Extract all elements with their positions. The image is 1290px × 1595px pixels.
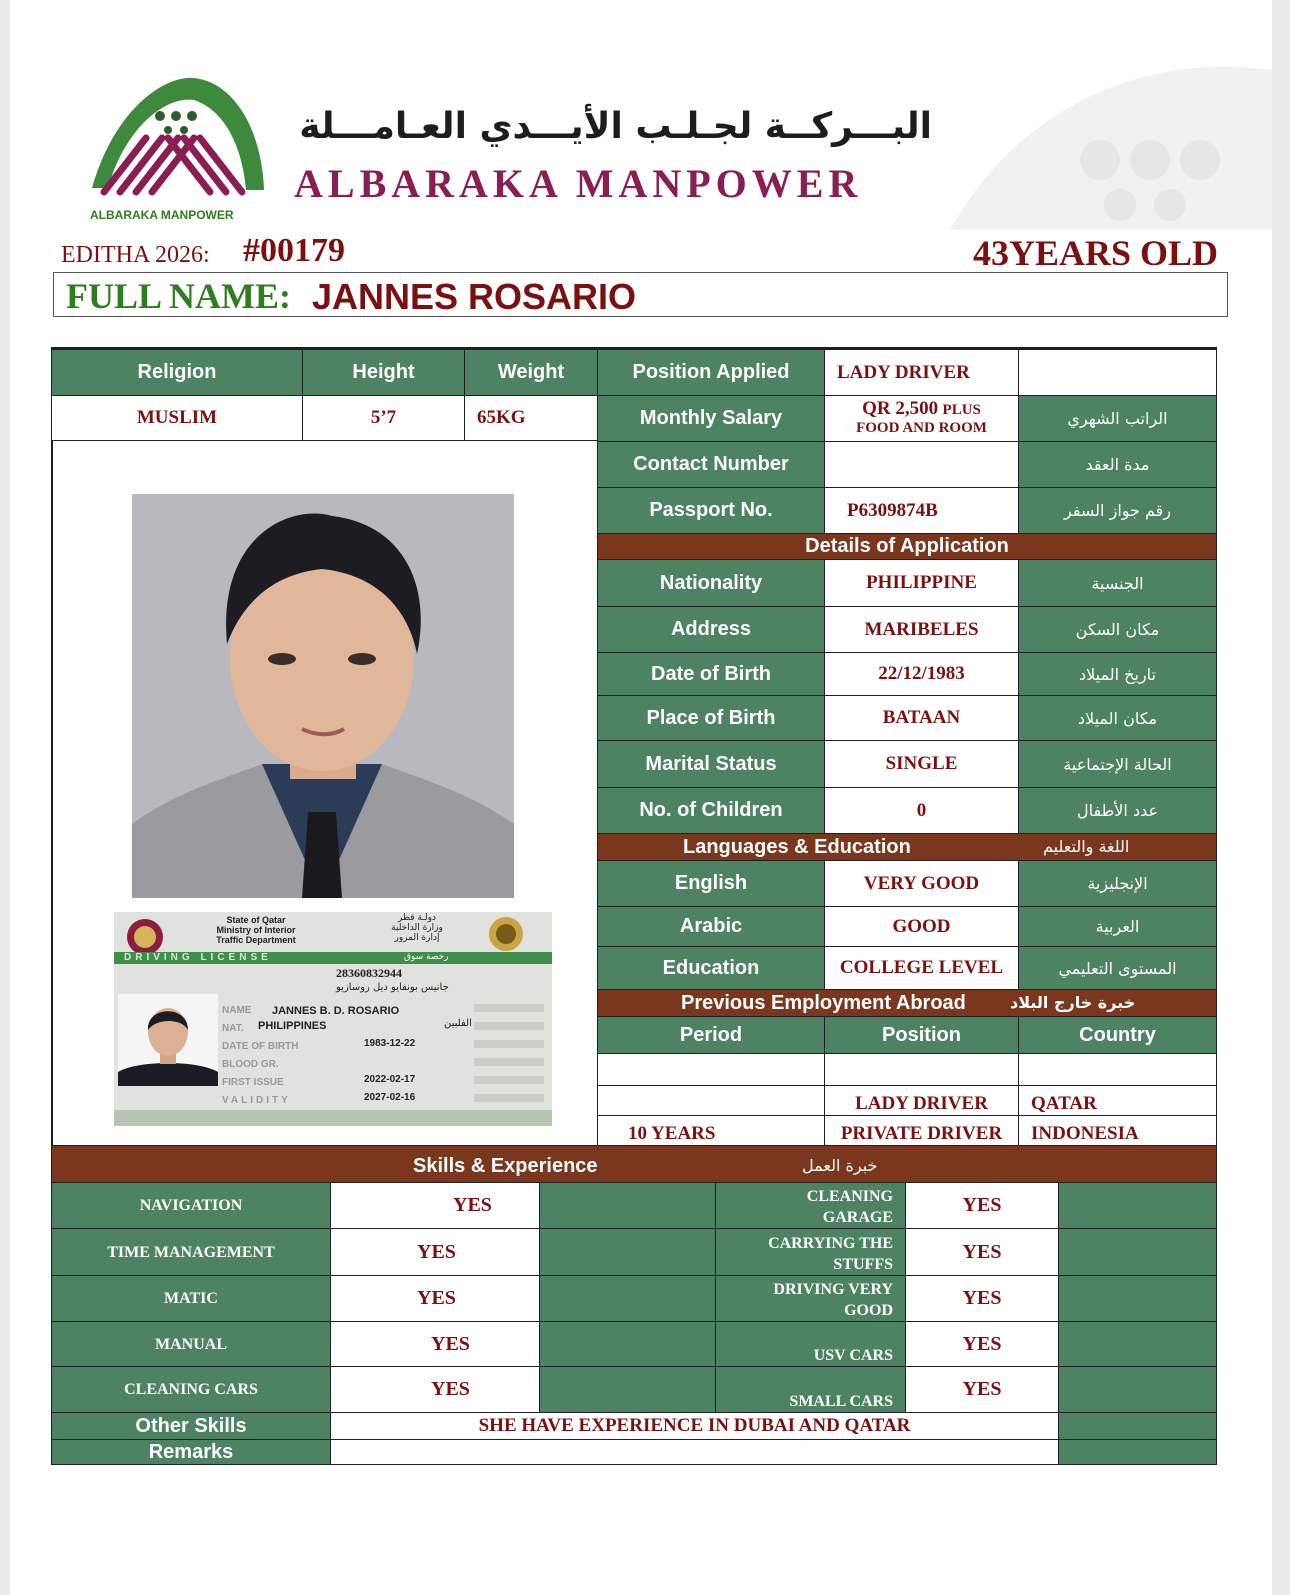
- remarks-blank: [1058, 1439, 1217, 1465]
- passport-label: Passport No.: [597, 487, 825, 534]
- license-photo: [118, 994, 218, 1086]
- passport-value: P6309874B: [824, 487, 1019, 534]
- detail-value: BATAAN: [824, 695, 1019, 741]
- weight-value: 65KG: [464, 395, 598, 441]
- skills-title-arabic: خبرة العمل: [802, 1156, 878, 1175]
- skill-blank-right: [1058, 1228, 1217, 1276]
- skill-name-right: [715, 1366, 906, 1413]
- license-ministry-arabic: وزارة الداخلية: [391, 923, 443, 933]
- skill-name-right: [715, 1275, 906, 1322]
- employment-period: 10 YEARS: [597, 1115, 825, 1146]
- skill-name-right: [715, 1228, 906, 1276]
- detail-value: 22/12/1983: [824, 652, 1019, 696]
- languages-title: Languages & Education: [683, 836, 911, 858]
- language-value: VERY GOOD: [824, 860, 1019, 907]
- applicant-portrait-icon: [132, 494, 514, 898]
- license-dob: 1983-12-22: [364, 1038, 416, 1049]
- religion-value: MUSLIM: [51, 395, 303, 441]
- detail-arabic-label: عدد الأطفال: [1018, 787, 1217, 834]
- license-state-arabic: دولـة قطر: [397, 913, 437, 923]
- passport-arabic-label: رقم جواز السفر: [1018, 487, 1217, 534]
- skill-name: MATIC: [51, 1275, 331, 1322]
- detail-arabic-label: مكان الميلاد: [1018, 695, 1217, 741]
- license-blood-label: BLOOD GR.: [222, 1059, 279, 1070]
- other-skills-value: SHE HAVE EXPERIENCE IN DUBAI AND QATAR: [330, 1412, 1059, 1440]
- skill-value-right: YES: [905, 1275, 1059, 1322]
- skill-value-right: YES: [905, 1321, 1059, 1367]
- full-name-box: [53, 272, 1228, 317]
- remarks-label: Remarks: [51, 1439, 331, 1465]
- remarks-value: [330, 1439, 1059, 1465]
- skill-blank: [539, 1182, 716, 1229]
- skill-blank: [539, 1366, 716, 1413]
- detail-label: Marital Status: [597, 740, 825, 788]
- skill-name: TIME MANAGEMENT: [51, 1228, 331, 1276]
- driving-license-card: [114, 912, 552, 1126]
- detail-label: Nationality: [597, 559, 825, 607]
- employment-country: INDONESIA: [1018, 1115, 1217, 1146]
- skill-name-right: [715, 1321, 906, 1367]
- period-header: Period: [597, 1016, 825, 1054]
- skills-title: Skills & Experience: [413, 1155, 598, 1177]
- position-header: Position: [824, 1016, 1019, 1054]
- detail-arabic-label: الحالة الإجتماعية: [1018, 740, 1217, 788]
- license-validity: 2027-02-16: [364, 1092, 416, 1103]
- license-department-arabic: إدارة المرور: [394, 933, 440, 943]
- skill-name-right-line1: CARRYING THE: [768, 1235, 893, 1252]
- license-arabic-field-labels: [474, 1004, 544, 1104]
- other-skills-blank: [1058, 1412, 1217, 1440]
- language-label: Arabic: [597, 906, 825, 947]
- height-value: 5’7: [302, 395, 465, 441]
- albaraka-logo-icon: [84, 70, 274, 210]
- employment-period: [597, 1085, 825, 1116]
- skill-value: YES: [330, 1366, 540, 1413]
- skill-value-right: YES: [905, 1228, 1059, 1276]
- license-banner-arabic: رخصة سوق: [404, 952, 449, 962]
- license-issue-label: FIRST ISSUE: [222, 1077, 284, 1088]
- monthly-salary-value: [824, 395, 1019, 442]
- license-issuer-arabic: [362, 913, 472, 943]
- skill-blank-right: [1058, 1275, 1217, 1322]
- contact-number-label: Contact Number: [597, 441, 825, 488]
- employment-position: PRIVATE DRIVER: [824, 1115, 1019, 1146]
- detail-label: Address: [597, 606, 825, 653]
- detail-value: PHILIPPINE: [824, 559, 1019, 607]
- employment-country: [1018, 1053, 1217, 1086]
- height-label: Height: [302, 349, 465, 396]
- detail-value: MARIBELES: [824, 606, 1019, 653]
- other-skills-label: Other Skills: [51, 1412, 331, 1440]
- license-banner: [114, 952, 552, 964]
- detail-value: SINGLE: [824, 740, 1019, 788]
- skill-value-right: YES: [905, 1366, 1059, 1413]
- skill-name-right-line1: DRIVING VERY: [773, 1281, 893, 1298]
- religion-label: Religion: [51, 349, 303, 396]
- skill-name-right-line1: SMALL CARS: [789, 1393, 893, 1410]
- license-issuer: [176, 915, 336, 945]
- weight-label: Weight: [464, 349, 598, 396]
- license-first-issue: 2022-02-17: [364, 1074, 416, 1085]
- license-name: JANNES B. D. ROSARIO: [272, 1005, 400, 1017]
- skill-name: MANUAL: [51, 1321, 331, 1367]
- languages-title-arabic: اللغة والتعليم: [1043, 837, 1130, 856]
- employment-position: [824, 1053, 1019, 1086]
- age: 43YEARS OLD: [972, 233, 1218, 273]
- watermark-logo-icon: [950, 30, 1272, 230]
- contact-number-value: [824, 441, 1019, 488]
- detail-label: Place of Birth: [597, 695, 825, 741]
- details-banner: Details of Application: [597, 533, 1217, 560]
- employment-title-arabic: خبرة خارج البلاد: [1010, 993, 1136, 1012]
- employment-position: LADY DRIVER: [824, 1085, 1019, 1116]
- license-name-arabic: جانيس بونفايو ديل روسازيو: [336, 982, 449, 993]
- license-portrait-icon: [118, 994, 218, 1086]
- language-label: English: [597, 860, 825, 907]
- employment-title: Previous Employment Abroad: [681, 992, 966, 1014]
- skills-banner: [51, 1145, 1217, 1183]
- detail-arabic-label: الجنسية: [1018, 559, 1217, 607]
- license-department: Traffic Department: [216, 935, 296, 945]
- license-nationality-arabic: الفلبين: [444, 1018, 472, 1029]
- country-header: Country: [1018, 1016, 1217, 1054]
- skill-name-right-line2: STUFFS: [833, 1256, 893, 1273]
- language-label: Education: [597, 946, 825, 990]
- cv-page: [10, 0, 1272, 1595]
- skill-value-right: YES: [905, 1182, 1059, 1229]
- license-seal-icon: [482, 914, 530, 954]
- license-number: 28360832944: [336, 966, 402, 980]
- language-arabic-label: الإنجليزية: [1018, 860, 1217, 907]
- skill-blank-right: [1058, 1321, 1217, 1367]
- skill-name-right: [715, 1182, 906, 1229]
- language-value: COLLEGE LEVEL: [824, 946, 1019, 990]
- languages-banner: [597, 833, 1217, 861]
- skill-value: YES: [330, 1321, 540, 1367]
- salary-amount: QR 2,500: [862, 398, 939, 419]
- skill-blank-right: [1058, 1366, 1217, 1413]
- skill-blank: [539, 1275, 716, 1322]
- employment-country: QATAR: [1018, 1085, 1217, 1116]
- license-nat-label: NAT.: [222, 1023, 244, 1034]
- license-ministry: Ministry of Interior: [216, 925, 296, 935]
- skill-name: NAVIGATION: [51, 1182, 331, 1229]
- company-arabic-name: البـــركــة لجـلـب الأيـــدي العـامـــلة: [299, 106, 932, 147]
- language-arabic-label: المستوى التعليمي: [1018, 946, 1217, 990]
- salary-plus: PLUS: [942, 402, 981, 418]
- full-name: JANNES ROSARIO: [312, 276, 637, 317]
- detail-value: 0: [824, 787, 1019, 834]
- reference-number: #00179: [243, 232, 345, 269]
- position-applied-blank: [1018, 349, 1217, 396]
- position-applied-value: LADY DRIVER: [824, 349, 1019, 396]
- skill-value: YES: [330, 1228, 540, 1276]
- skill-blank: [539, 1321, 716, 1367]
- language-arabic-label: العربية: [1018, 906, 1217, 947]
- license-validity-label: VALIDITY: [222, 1095, 291, 1106]
- detail-arabic-label: مكان السكن: [1018, 606, 1217, 653]
- applicant-photo: [132, 494, 514, 898]
- detail-label: Date of Birth: [597, 652, 825, 696]
- license-name-label: NAME: [222, 1005, 252, 1016]
- company-english-name: ALBARAKA MANPOWER: [294, 161, 863, 206]
- license-banner-text: DRIVING LICENSE: [124, 952, 272, 963]
- skill-name: CLEANING CARS: [51, 1366, 331, 1413]
- salary-arabic-label: الراتب الشهري: [1018, 395, 1217, 442]
- skill-blank: [539, 1228, 716, 1276]
- skill-name-right-line2: GOOD: [844, 1302, 893, 1319]
- license-bottom-strip: [114, 1110, 552, 1126]
- logo-caption: ALBARAKA MANPOWER: [90, 208, 234, 222]
- position-applied-label: Position Applied: [597, 349, 825, 396]
- employment-banner: [597, 989, 1217, 1017]
- skill-name-right-line2: GARAGE: [822, 1209, 893, 1226]
- full-name-label: FULL NAME:: [66, 276, 291, 316]
- skill-value: YES: [330, 1182, 540, 1229]
- license-nationality: PHILIPPINES: [258, 1020, 327, 1032]
- skill-blank-right: [1058, 1182, 1217, 1229]
- language-value: GOOD: [824, 906, 1019, 947]
- salary-benefits: FOOD AND ROOM: [856, 420, 987, 436]
- skill-name-right-line1: USV CARS: [813, 1347, 893, 1364]
- license-dob-label: DATE OF BIRTH: [222, 1041, 299, 1052]
- contract-arabic-label: مدة العقد: [1018, 441, 1217, 488]
- detail-arabic-label: تاريخ الميلاد: [1018, 652, 1217, 696]
- skill-value: YES: [330, 1275, 540, 1322]
- monthly-salary-label: Monthly Salary: [597, 395, 825, 442]
- employment-period: [597, 1053, 825, 1086]
- editha-label: EDITHA 2026:: [61, 242, 210, 268]
- skill-name-right-line1: CLEANING: [806, 1188, 893, 1205]
- license-state: State of Qatar: [226, 915, 286, 925]
- detail-label: No. of Children: [597, 787, 825, 834]
